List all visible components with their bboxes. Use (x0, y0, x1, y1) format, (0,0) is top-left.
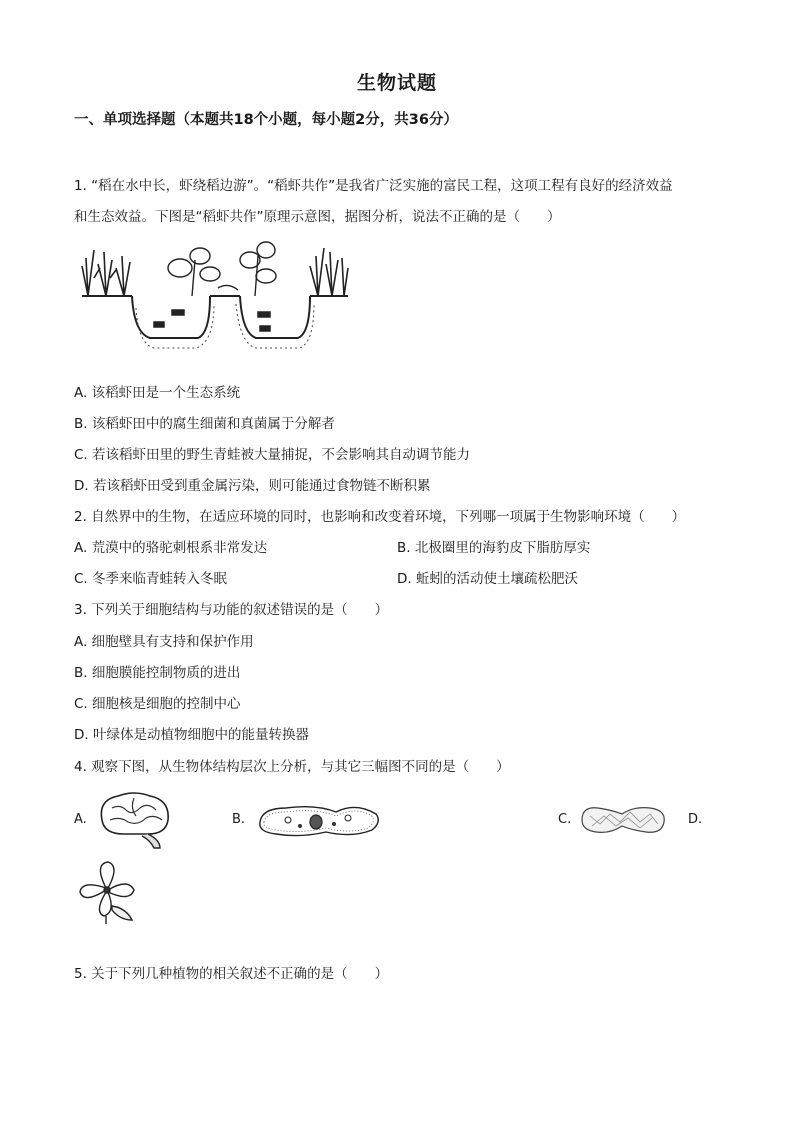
q4-label-a: A. (74, 812, 87, 827)
q1-option-d: D. 若该稻虾田受到重金属污染，则可能通过食物链不断积累 (74, 478, 431, 494)
q3-option-a: A. 细胞壁具有支持和保护作用 (74, 634, 254, 650)
brain-icon (94, 790, 176, 850)
q3-option-c: C. 细胞核是细胞的控制中心 (74, 696, 241, 712)
q2-option-b: B. 北极圈里的海豹皮下脂肪厚实 (397, 540, 591, 556)
paramecium-icon (256, 800, 382, 840)
q2-option-d: D. 蚯蚓的活动使土壤疏松肥沃 (397, 571, 578, 587)
q1-option-a: A. 该稻虾田是一个生态系统 (74, 385, 241, 401)
q5-stem: 5. 关于下列几种植物的相关叙述不正确的是（ ） (74, 966, 389, 982)
q4-stem: 4. 观察下图，从生物体结构层次上分析，与其它三幅图不同的是（ ） (74, 759, 510, 775)
q2-option-a: A. 荒漠中的骆驼刺根系非常发达 (74, 540, 268, 556)
q3-option-d: D. 叶绿体是动植物细胞中的能量转换器 (74, 727, 309, 743)
q1-stem-line1: 1. “稻在水中长，虾绕稻边游”。“稻虾共作”是我省广泛实施的富民工程，这项工程有良好的经济效益 (74, 178, 673, 194)
q2-option-c: C. 冬季来临青蛙转入冬眠 (74, 571, 228, 587)
q4-label-b: B. (232, 812, 246, 827)
section-heading: 一、单项选择题（本题共18个小题，每小题2分，共36分） (74, 112, 458, 128)
q3-option-b: B. 细胞膜能控制物质的进出 (74, 665, 241, 681)
q4-label-d: D. (688, 812, 703, 827)
q4-label-c: C. (558, 812, 572, 827)
q1-option-b: B. 该稻虾田中的腐生细菌和真菌属于分解者 (74, 416, 335, 432)
page-title: 生物试题 (356, 72, 437, 94)
peanut-seed-icon (578, 802, 668, 838)
flower-icon (76, 860, 138, 926)
q2-stem: 2. 自然界中的生物，在适应环境的同时，也影响和改变着环境，下列哪一项属于生物影响环境（ ） (74, 509, 686, 525)
q3-stem: 3. 下列关于细胞结构与功能的叙述错误的是（ ） (74, 602, 389, 618)
rice-shrimp-field-diagram (80, 238, 350, 356)
q1-stem-line2: 和生态效益。下图是“稻虾共作”原理示意图，据图分析，说法不正确的是（ ） (74, 209, 561, 225)
q1-option-c: C. 若该稻虾田里的野生青蛙被大量捕捉，不会影响其自动调节能力 (74, 447, 471, 463)
